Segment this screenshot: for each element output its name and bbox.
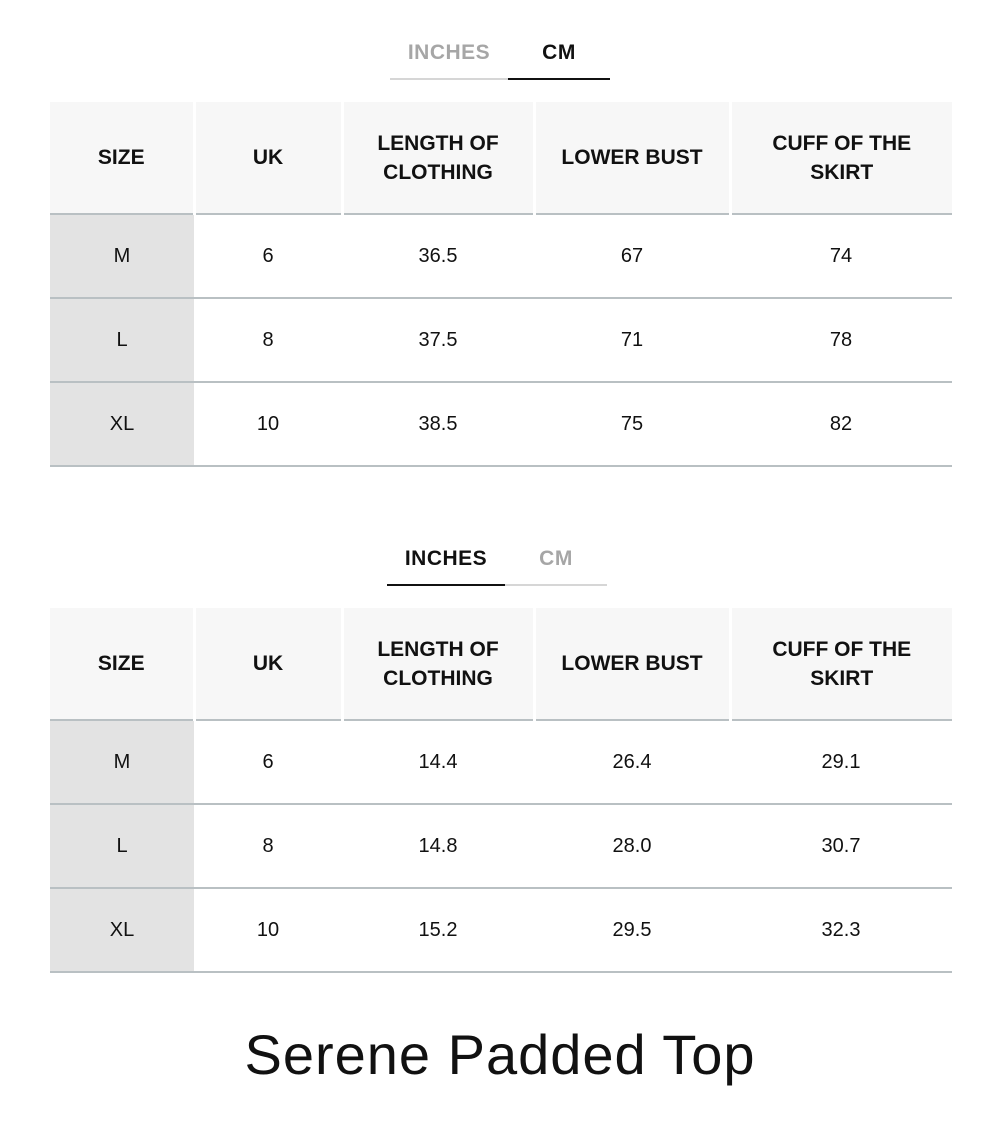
header-size: SIZE <box>50 608 194 720</box>
lower-bust-cell: 75 <box>534 382 730 466</box>
uk-cell: 8 <box>194 804 342 888</box>
length-cell: 14.4 <box>342 720 534 804</box>
table-header-row <box>50 608 952 720</box>
header-size: SIZE <box>50 102 194 214</box>
uk-cell: 8 <box>194 298 342 382</box>
tab-inches[interactable]: INCHES <box>407 41 491 64</box>
size-table <box>50 608 952 973</box>
cuff-cell: 30.7 <box>730 804 952 888</box>
lower-bust-cell: 29.5 <box>534 888 730 972</box>
uk-cell: 6 <box>194 720 342 804</box>
tab-inches[interactable]: INCHES <box>387 544 505 586</box>
unit-tabs <box>387 544 607 586</box>
cuff-cell: 82 <box>730 382 952 466</box>
size-cell: XL <box>50 888 194 972</box>
uk-cell: 6 <box>194 214 342 298</box>
size-cell: XL <box>50 382 194 466</box>
header-lower-bust: LOWER BUST <box>534 102 730 214</box>
header-uk: UK <box>194 102 342 214</box>
cuff-cell: 74 <box>730 214 952 298</box>
length-cell: 15.2 <box>342 888 534 972</box>
size-cell: M <box>50 720 194 804</box>
lower-bust-cell: 28.0 <box>534 804 730 888</box>
table-header-row <box>50 102 952 214</box>
table-row <box>50 720 952 804</box>
uk-cell: 10 <box>194 888 342 972</box>
length-cell: 14.8 <box>342 804 534 888</box>
product-title: Serene Padded Top <box>244 1023 756 1086</box>
header-uk: UK <box>194 608 342 720</box>
table-row <box>50 888 952 972</box>
size-cell: L <box>50 804 194 888</box>
lower-bust-cell: 26.4 <box>534 720 730 804</box>
header-cuff: CUFF OF THE SKIRT <box>730 102 952 214</box>
size-cell: M <box>50 214 194 298</box>
table-row <box>50 214 952 298</box>
cuff-cell: 78 <box>730 298 952 382</box>
length-cell: 37.5 <box>342 298 534 382</box>
size-cell: L <box>50 298 194 382</box>
cuff-cell: 32.3 <box>730 888 952 972</box>
header-lower-bust: LOWER BUST <box>534 608 730 720</box>
table-row <box>50 804 952 888</box>
header-length: LENGTH OF CLOTHING <box>342 608 534 720</box>
size-table <box>50 102 952 467</box>
lower-bust-cell: 67 <box>534 214 730 298</box>
table-row <box>50 382 952 466</box>
length-cell: 36.5 <box>342 214 534 298</box>
table-row <box>50 298 952 382</box>
unit-tabs <box>390 38 610 80</box>
tab-cm[interactable]: CM <box>508 38 610 80</box>
tab-cm[interactable]: CM <box>539 547 573 570</box>
header-cuff: CUFF OF THE SKIRT <box>730 608 952 720</box>
cuff-cell: 29.1 <box>730 720 952 804</box>
lower-bust-cell: 71 <box>534 298 730 382</box>
uk-cell: 10 <box>194 382 342 466</box>
header-length: LENGTH OF CLOTHING <box>342 102 534 214</box>
length-cell: 38.5 <box>342 382 534 466</box>
